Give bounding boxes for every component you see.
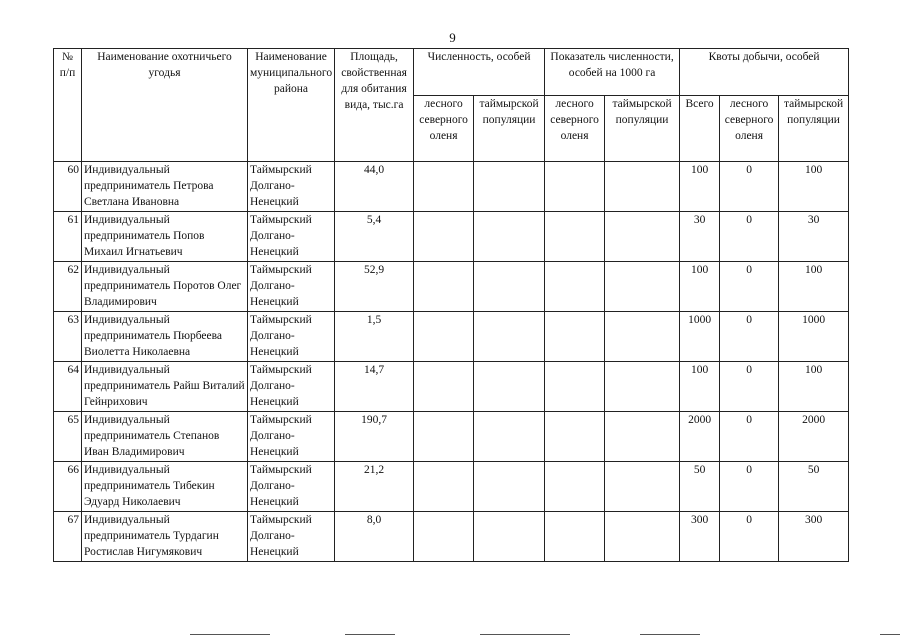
row-index-taimyr <box>605 162 680 212</box>
row-index-taimyr <box>605 412 680 462</box>
row-population-forest <box>414 412 474 462</box>
row-hunting-ground: Индивидуальный предприниматель Степанов Иван Владимирович <box>82 412 248 462</box>
table-row <box>54 162 849 212</box>
row-index-forest <box>545 162 605 212</box>
row-quota-total: 100 <box>680 162 720 212</box>
row-index-forest <box>545 212 605 262</box>
row-quota-taimyr: 100 <box>779 262 849 312</box>
row-quota-total: 50 <box>680 462 720 512</box>
row-population-forest <box>414 162 474 212</box>
row-hunting-ground: Индивидуальный предприниматель Попов Михаил Игнатьевич <box>82 212 248 262</box>
header-area: Площадь, свойственная для обитания вида, тыс.га <box>335 49 414 162</box>
row-area: 14,7 <box>335 362 414 412</box>
row-hunting-ground: Индивидуальный предприниматель Пюрбеева Виолетта Николаевна <box>82 312 248 362</box>
row-quota-taimyr: 2000 <box>779 412 849 462</box>
row-quota-taimyr: 30 <box>779 212 849 262</box>
row-index-forest <box>545 462 605 512</box>
row-quota-taimyr: 100 <box>779 162 849 212</box>
table-row <box>54 462 849 512</box>
header-taimyr-population: таймырской популяции <box>474 96 545 162</box>
header-quota-total: Всего <box>680 96 720 162</box>
header-quota: Квоты добычи, особей <box>680 49 849 96</box>
row-quota-forest: 0 <box>720 362 779 412</box>
row-quota-taimyr: 300 <box>779 512 849 562</box>
row-hunting-ground: Индивидуальный предприниматель Петрова Светлана Ивановна <box>82 162 248 212</box>
row-quota-total: 300 <box>680 512 720 562</box>
header-taimyr-population-index: таймырской популяции <box>605 96 680 162</box>
table-row <box>54 512 849 562</box>
row-index-forest <box>545 312 605 362</box>
row-population-forest <box>414 462 474 512</box>
row-quota-taimyr: 100 <box>779 362 849 412</box>
row-area: 52,9 <box>335 262 414 312</box>
row-district: Таймырский Долгано-Ненецкий <box>248 512 335 562</box>
row-population-forest <box>414 512 474 562</box>
row-hunting-ground: Индивидуальный предприниматель Турдагин Ростислав Нигумякович <box>82 512 248 562</box>
row-index-taimyr <box>605 312 680 362</box>
header-population-index: Показатель численности, особей на 1000 га <box>545 49 680 96</box>
row-hunting-ground: Индивидуальный предприниматель Поротов Олег Владимирович <box>82 262 248 312</box>
row-number: 66 <box>54 462 82 512</box>
row-population-taimyr <box>474 262 545 312</box>
row-population-taimyr <box>474 312 545 362</box>
row-quota-taimyr: 50 <box>779 462 849 512</box>
row-quota-forest: 0 <box>720 512 779 562</box>
row-hunting-ground: Индивидуальный предприниматель Райш Виталий Гейнрихович <box>82 362 248 412</box>
row-number: 60 <box>54 162 82 212</box>
row-district: Таймырский Долгано-Ненецкий <box>248 462 335 512</box>
row-quota-forest: 0 <box>720 212 779 262</box>
row-population-forest <box>414 262 474 312</box>
header-population: Численность, особей <box>414 49 545 96</box>
row-population-taimyr <box>474 412 545 462</box>
table-row <box>54 412 849 462</box>
row-population-taimyr <box>474 212 545 262</box>
header-forest-deer-index: лесного северного оленя <box>545 96 605 162</box>
row-district: Таймырский Долгано-Ненецкий <box>248 412 335 462</box>
row-number: 67 <box>54 512 82 562</box>
row-district: Таймырский Долгано-Ненецкий <box>248 362 335 412</box>
row-quota-taimyr: 1000 <box>779 312 849 362</box>
row-number: 64 <box>54 362 82 412</box>
row-district: Таймырский Долгано-Ненецкий <box>248 212 335 262</box>
row-area: 8,0 <box>335 512 414 562</box>
hunting-quota-table <box>53 48 849 562</box>
row-district: Таймырский Долгано-Ненецкий <box>248 262 335 312</box>
row-index-forest <box>545 512 605 562</box>
row-population-taimyr <box>474 512 545 562</box>
page-number: 9 <box>449 30 456 45</box>
row-quota-forest: 0 <box>720 462 779 512</box>
row-district: Таймырский Долгано-Ненецкий <box>248 162 335 212</box>
row-area: 21,2 <box>335 462 414 512</box>
row-quota-forest: 0 <box>720 412 779 462</box>
row-area: 190,7 <box>335 412 414 462</box>
row-index-forest <box>545 362 605 412</box>
row-index-taimyr <box>605 212 680 262</box>
row-number: 63 <box>54 312 82 362</box>
row-population-forest <box>414 212 474 262</box>
row-quota-forest: 0 <box>720 162 779 212</box>
row-quota-total: 1000 <box>680 312 720 362</box>
row-area: 44,0 <box>335 162 414 212</box>
row-index-taimyr <box>605 512 680 562</box>
row-index-taimyr <box>605 362 680 412</box>
row-population-taimyr <box>474 162 545 212</box>
row-quota-forest: 0 <box>720 262 779 312</box>
row-hunting-ground: Индивидуальный предприниматель Тибекин Эдуард Николаевич <box>82 462 248 512</box>
header-forest-deer: лесного северного оленя <box>414 96 474 162</box>
header-hunting-ground: Наименование охотничьего угодья <box>82 49 248 162</box>
table-row <box>54 212 849 262</box>
row-index-taimyr <box>605 462 680 512</box>
row-area: 1,5 <box>335 312 414 362</box>
row-number: 62 <box>54 262 82 312</box>
header-num: № п/п <box>54 49 82 162</box>
row-district: Таймырский Долгано-Ненецкий <box>248 312 335 362</box>
row-population-forest <box>414 362 474 412</box>
table-row <box>54 362 849 412</box>
table-row <box>54 312 849 362</box>
row-index-forest <box>545 262 605 312</box>
row-population-taimyr <box>474 462 545 512</box>
row-index-taimyr <box>605 262 680 312</box>
table-row <box>54 262 849 312</box>
row-quota-total: 100 <box>680 262 720 312</box>
row-index-forest <box>545 412 605 462</box>
row-number: 65 <box>54 412 82 462</box>
row-population-taimyr <box>474 362 545 412</box>
header-quota-forest-deer: лесного северного оленя <box>720 96 779 162</box>
row-number: 61 <box>54 212 82 262</box>
row-population-forest <box>414 312 474 362</box>
header-quota-taimyr: таймырской популяции <box>779 96 849 162</box>
row-area: 5,4 <box>335 212 414 262</box>
header-district: Наименование муниципального района <box>248 49 335 162</box>
row-quota-total: 30 <box>680 212 720 262</box>
row-quota-total: 2000 <box>680 412 720 462</box>
row-quota-forest: 0 <box>720 312 779 362</box>
row-quota-total: 100 <box>680 362 720 412</box>
